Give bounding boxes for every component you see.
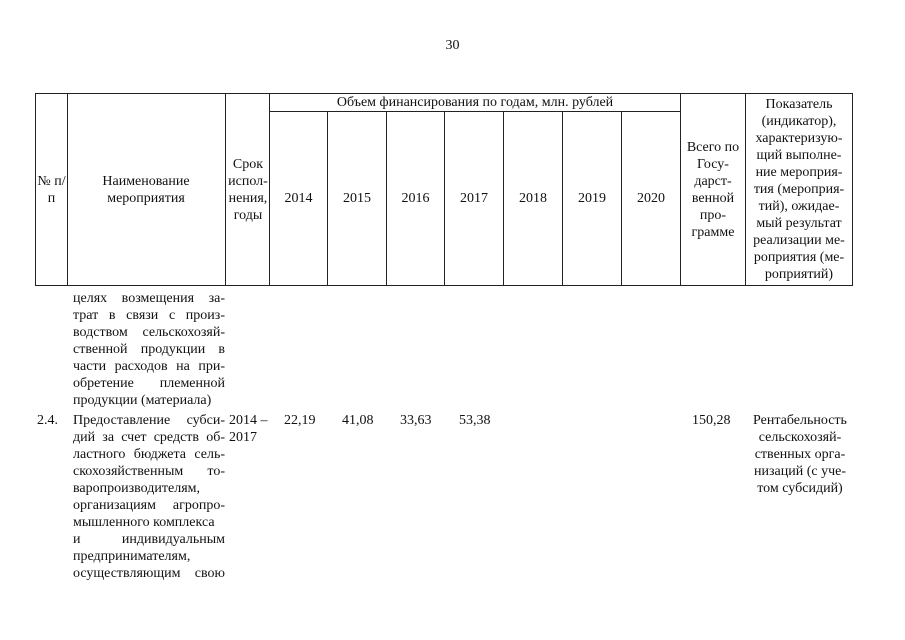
table-header [35,93,853,286]
continuation-line: продукции (материала) [73,393,212,408]
header-year-2020: 2020 [637,191,665,206]
term-start: 2014 – [229,413,268,428]
header-year-2014: 2014 [284,191,313,206]
header-number: № п/п [37,173,66,206]
measure-line: скохозяйственным то- [73,464,225,479]
measure-line: предпринимателям, [73,549,191,564]
value-2015: 41,08 [342,413,374,428]
header-measure-name: Наименование мероприятия [102,173,190,206]
measure-line: Предоставление субси- [73,413,225,428]
term-end: 2017 [229,430,257,445]
measure-line: и индивидуальным [73,532,225,547]
row-measure-name [73,412,225,582]
value-2014: 22,19 [284,413,316,428]
row-number: 2.4. [37,413,58,428]
indicator-line: ственных орга- [754,447,846,462]
continuation-line: части расходов на при- [73,359,225,374]
measure-line: организациям агропро- [73,498,225,513]
header-year-2015: 2015 [343,191,371,206]
header-year-2017: 2017 [460,191,488,206]
indicator-line: Рентабельность [753,413,847,428]
row-term [229,412,268,446]
measure-line: мышленного комплекса [73,515,215,530]
measure-line: дий за счет средств об- [73,430,225,445]
header-funding-group: Объем финансирования по годам, млн. рублей [336,94,614,110]
indicator-line: сельскохозяй- [758,430,842,445]
continuation-line: ственной продукции в [73,342,225,357]
row-indicator [748,412,852,497]
indicator-line: низаций (с уче- [754,464,846,479]
header-term: Срок испол-нения, годы [228,156,268,223]
value-total: 150,28 [692,413,731,428]
page-number: 30 [445,38,460,53]
indicator-line: том субсидий) [757,481,843,496]
header-year-2018: 2018 [519,191,547,206]
header-indicator: Показатель (индикатор), характеризую-щий выполне-ние мероприя-тия (мероприя-тий), ожидае-мый результат реализации ме-роприятия (ме-роприятий) [753,97,845,282]
measure-line: ластного бюджета сель- [73,447,225,462]
measure-line: варопроизводителям, [73,481,200,496]
value-2017: 53,38 [459,413,491,428]
continuation-line: водством сельскохозяй- [73,325,225,340]
header-year-2019: 2019 [578,191,606,206]
measure-line: осуществляющим свою [73,566,225,581]
continuation-text [73,290,225,409]
continuation-line: трат в связи с произ- [73,308,225,323]
header-year-2016: 2016 [401,191,430,206]
continuation-line: обретение племенной [73,376,225,391]
value-2016: 33,63 [400,413,432,428]
header-total: Всего по Госу-дарст-венной про-грамме [686,139,740,240]
continuation-line: целях возмещения за- [73,291,225,306]
